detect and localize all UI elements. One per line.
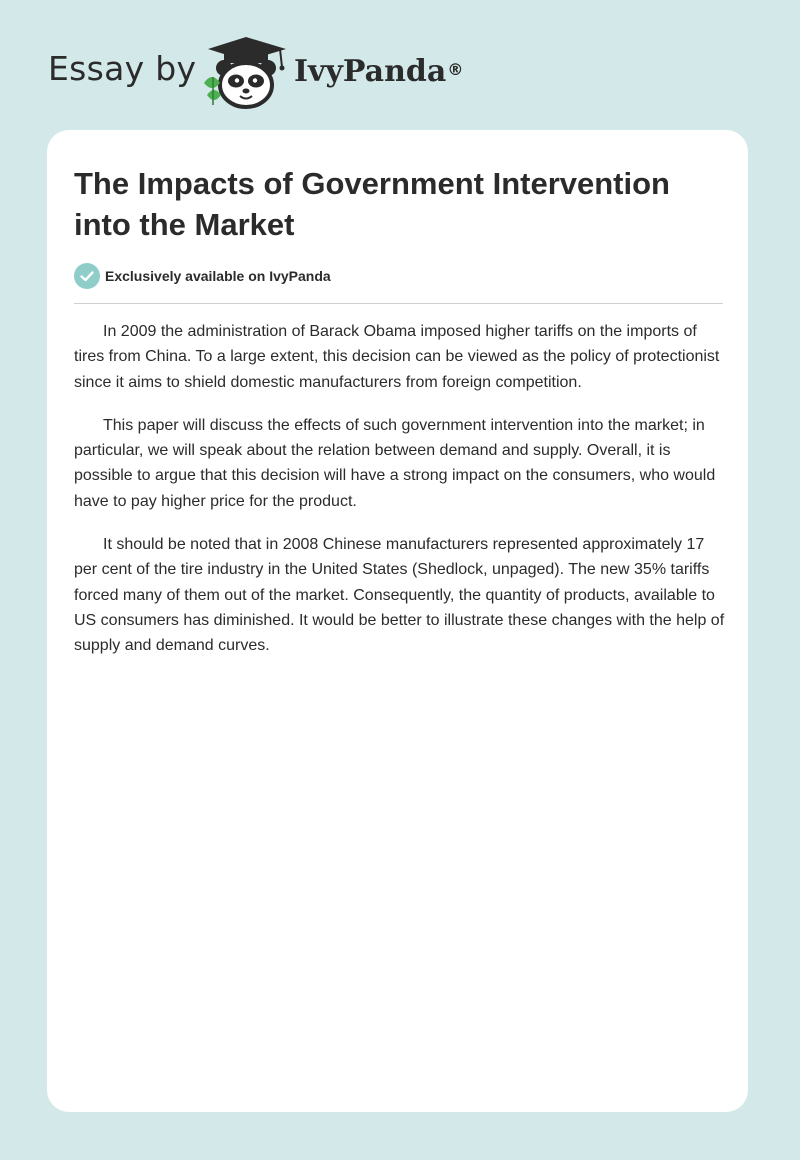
brand-name-text: IvyPanda	[294, 54, 447, 89]
exclusive-badge-label: Exclusively available on IvyPanda	[105, 268, 331, 284]
brand-name[interactable]	[294, 53, 463, 91]
panda-graduate-icon[interactable]	[200, 35, 292, 109]
registered-mark: ®	[447, 60, 464, 79]
check-circle-icon	[74, 263, 100, 289]
paragraph: In 2009 the administration of Barack Obama imposed higher tariffs on the imports of tires from China. To a large extent, this decision can be viewed as the policy of protectionist since it aims to shield domestic manufacturers from foreign competition.	[74, 323, 720, 391]
exclusive-badge	[74, 263, 331, 289]
essay-by-label: Essay by	[48, 49, 197, 88]
essay-body	[74, 319, 726, 677]
site-header	[0, 0, 800, 130]
page-title: The Impacts of Government Intervention into the Market	[74, 166, 670, 242]
divider	[74, 303, 723, 304]
paragraph: It should be noted that in 2008 Chinese manufacturers represented approximately 17 per cent of the tire industry in the United States (Shedlock, unpaged). The new 35% tariffs forced many of them out of the market. Consequently, the quantity of products, available to US consumers has diminished. It would be better to illustrate these changes with the help of supply and demand curves.	[74, 536, 725, 655]
paragraph: This paper will discuss the effects of such government intervention into the market; in particular, we will speak about the relation between demand and supply. Overall, it is possible to argue that this decision will have a strong impact on the consumers, who would have to pay higher price for the product.	[74, 416, 716, 510]
essay-card	[47, 130, 748, 1112]
